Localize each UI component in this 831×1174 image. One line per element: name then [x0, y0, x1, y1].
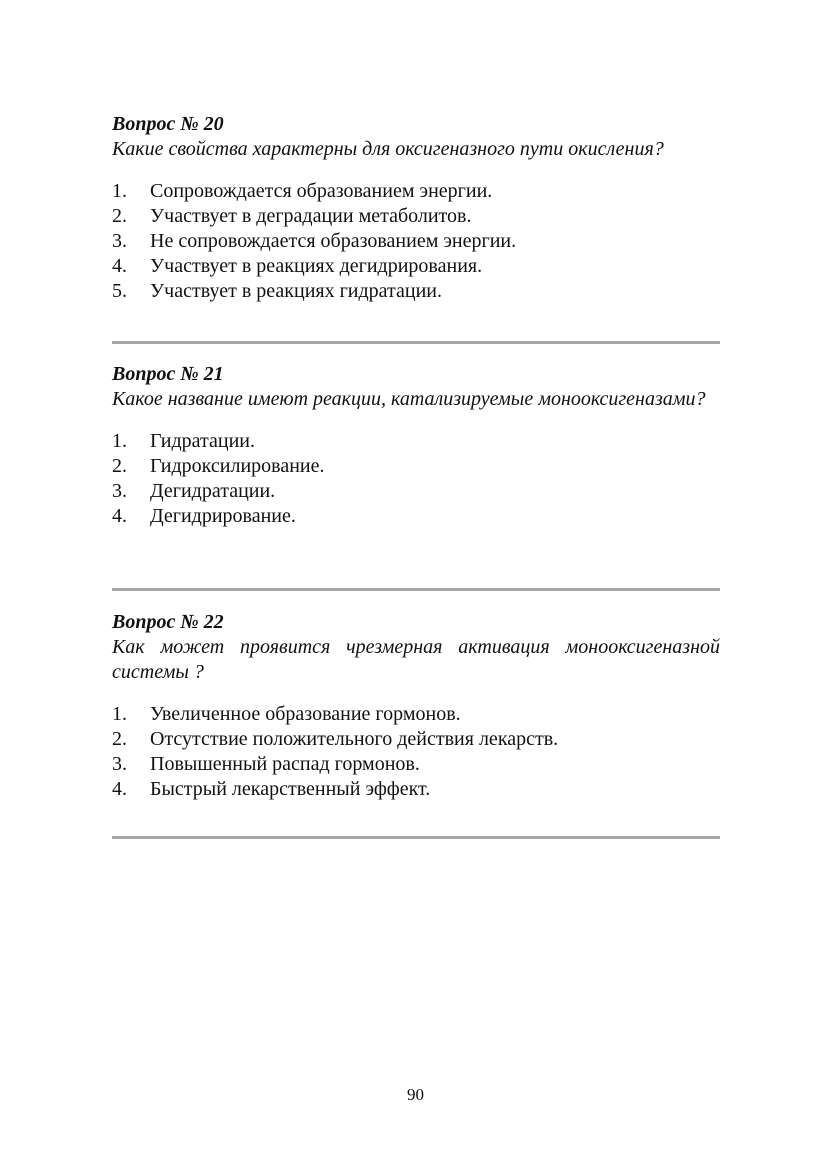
answer-number: 5. — [112, 280, 127, 302]
answer-number: 2. — [112, 205, 127, 227]
section-divider — [112, 836, 720, 839]
question-22 — [112, 610, 720, 802]
answer-number: 2. — [112, 455, 127, 477]
answer-text: Не сопровождается образованием энергии. — [150, 230, 517, 252]
answer-text: Увеличенное образование гормонов. — [150, 703, 461, 725]
answer-option — [112, 229, 720, 254]
answer-number: 1. — [112, 180, 127, 202]
answer-text: Участвует в реакциях дегидрирования. — [150, 255, 483, 277]
answer-list — [112, 179, 720, 304]
question-title: Вопрос № 22 — [112, 611, 224, 633]
answer-number: 1. — [112, 703, 127, 725]
section-divider — [112, 341, 720, 344]
section-divider — [112, 588, 720, 591]
answer-text: Гидратации. — [150, 430, 256, 452]
question-title: Вопрос № 20 — [112, 113, 224, 135]
answer-option — [112, 504, 720, 529]
answer-list — [112, 702, 720, 802]
answer-option — [112, 179, 720, 204]
answer-option — [112, 429, 720, 454]
answer-option — [112, 752, 720, 777]
answer-option — [112, 204, 720, 229]
answer-number: 4. — [112, 778, 127, 800]
answer-option — [112, 279, 720, 304]
answer-option — [112, 777, 720, 802]
answer-text: Участвует в деградации метаболитов. — [150, 205, 472, 227]
answer-number: 3. — [112, 480, 127, 502]
answer-number: 3. — [112, 230, 127, 252]
answer-number: 4. — [112, 255, 127, 277]
answer-text: Дегидрирование. — [150, 505, 296, 527]
answer-number: 3. — [112, 753, 127, 775]
answer-option — [112, 454, 720, 479]
answer-text: Повышенный распад гормонов. — [150, 753, 420, 775]
answer-text: Дегидратации. — [150, 480, 276, 502]
question-text: Как может проявится чрезмерная активация монооксигеназной системы ? — [112, 636, 720, 683]
page-number: 90 — [407, 1085, 424, 1104]
question-text: Какое название имеют реакции, катализируемые монооксигеназами? — [112, 388, 706, 410]
answer-option — [112, 254, 720, 279]
answer-number: 2. — [112, 728, 127, 750]
answer-text: Сопровождается образованием энергии. — [150, 180, 493, 202]
answer-number: 4. — [112, 505, 127, 527]
answer-option — [112, 702, 720, 727]
answer-text: Быстрый лекарственный эффект. — [150, 778, 431, 800]
answer-list — [112, 429, 720, 529]
answer-number: 1. — [112, 430, 127, 452]
answer-text: Гидроксилирование. — [150, 455, 325, 477]
answer-text: Участвует в реакциях гидратации. — [150, 280, 443, 302]
answer-option — [112, 727, 720, 752]
answer-text: Отсутствие положительного действия лекарств. — [150, 728, 559, 750]
question-title: Вопрос № 21 — [112, 363, 224, 385]
question-21 — [112, 362, 720, 529]
answer-option — [112, 479, 720, 504]
question-text: Какие свойства характерны для оксигеназного пути окисления? — [112, 138, 664, 160]
question-20 — [112, 112, 720, 304]
